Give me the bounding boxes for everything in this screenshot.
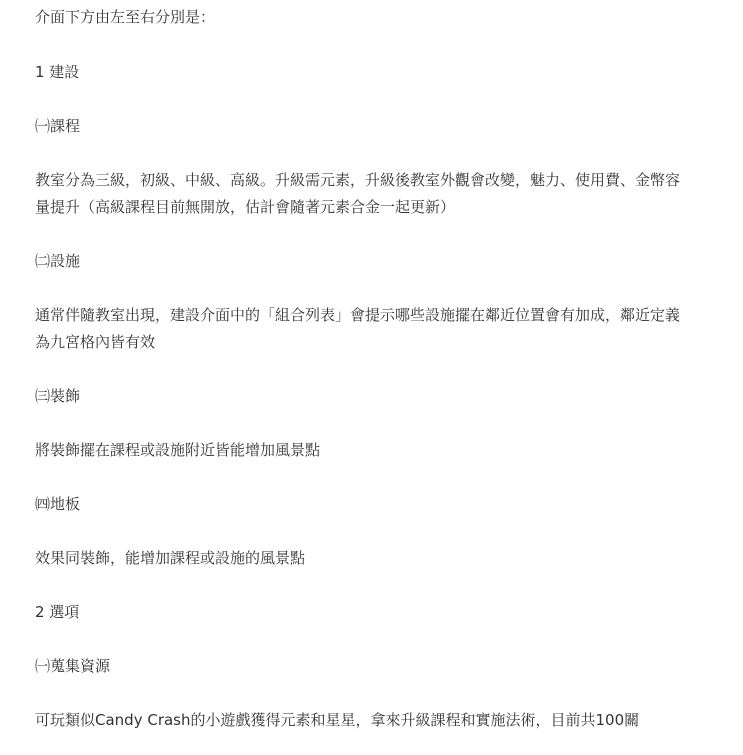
courses-paragraph-line-1: 教室分為三級，初級、中級、高級。升級需元素，升級後教室外觀會改變，魅力、使用費、金幣容 [35,171,681,189]
subheading-floor: ㈣地板 [35,495,81,513]
subheading-decorations: ㈢裝飾 [35,387,81,405]
floor-paragraph: 效果同裝飾，能增加課程或設施的風景點 [35,549,306,567]
courses-paragraph-line-2: 量提升（高級課程目前無開放，估計會隨著元素合金一起更新） [35,198,456,216]
subheading-collect-resources: ㈠蒐集資源 [35,657,111,675]
subheading-courses: ㈠課程 [35,117,81,135]
intro-paragraph: 介面下方由左至右分別是： [35,8,216,26]
collect-resources-paragraph: 可玩類似Candy Crash的小遊戲獲得元素和星星，拿來升級課程和實施法術，目前共100關 [35,711,640,729]
facilities-paragraph-line-1: 通常伴隨教室出現，建設介面中的「組合列表」會提示哪些設施擺在鄰近位置會有加成，鄰近定義 [35,306,681,324]
section-heading-build: 1 建設 [35,63,80,81]
decorations-paragraph: 將裝飾擺在課程或設施附近皆能增加風景點 [35,441,321,459]
facilities-paragraph-line-2: 為九宮格內皆有效 [35,333,156,351]
section-heading-options: 2 選項 [35,603,80,621]
subheading-facilities: ㈡設施 [35,252,81,270]
